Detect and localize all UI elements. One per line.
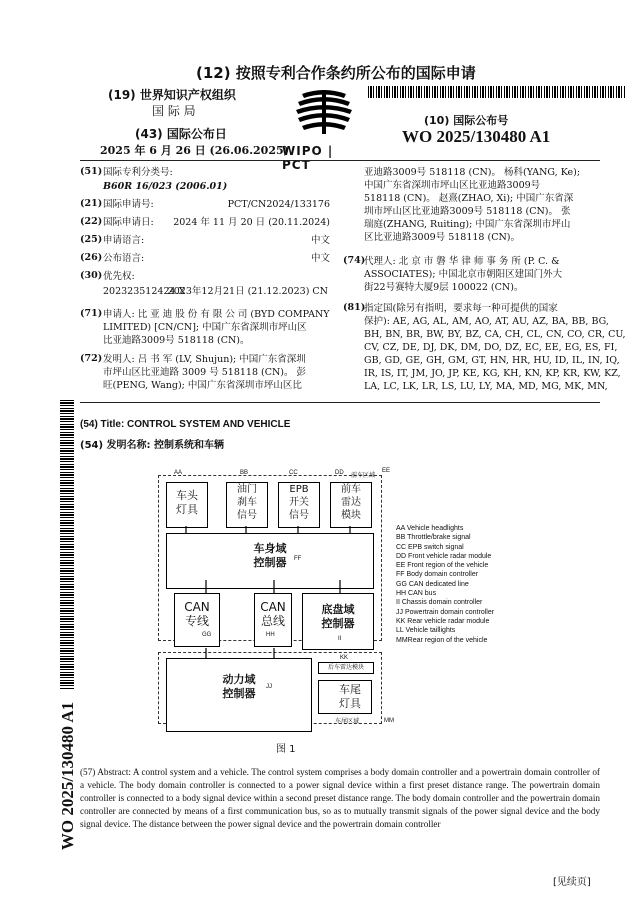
legend-entry: AA Vehicle headlights [396, 525, 464, 532]
pub-date: 2025 年 6 月 26 日 (26.06.2025) [100, 144, 289, 157]
chassis-controller-box: 底盘域 控制器 [302, 593, 374, 650]
legend-entry: DD Front vehicle radar module [396, 552, 492, 560]
applicant-line: LIMITED) [CN/CN]; 中国广东省深圳市坪山区 [103, 322, 307, 333]
inventor-cont: 瑞庭(ZHANG, Ruiting); 中国广东省深圳市坪山 [364, 219, 571, 230]
field-num: (22) [80, 216, 103, 227]
field-num: (26) [80, 252, 103, 263]
label-kk: KK [340, 655, 349, 661]
field-label: 申请语言: [103, 235, 145, 246]
front-region-label: 前车区域 [351, 473, 376, 479]
publication-number: WO 2025/130480 A1 [402, 127, 551, 146]
legend-entry: EE Front region of the vehicle [396, 562, 489, 570]
inventor-cont: 亚迪路3009号 518118 (CN)。 杨科(YANG, Ke); [364, 167, 581, 178]
legend-entry: JJ Powertrain domain controller [396, 608, 495, 616]
field-label: 优先权: [103, 271, 135, 282]
continued-marker: [见续页] [553, 877, 591, 888]
designated-line: LA, LC, LK, LR, LS, LU, LY, MA, MD, MG, MK, MN, [364, 381, 608, 392]
label-gg: GG [202, 632, 212, 638]
document-title: (12) 按照专利合作条约所公布的国际申请 [196, 64, 476, 82]
inventor-line: 市坪山区比亚迪路 3009 号 518118 (CN)。 彭 [103, 367, 307, 378]
label-bb: BB [240, 470, 249, 476]
label-jj: JJ [266, 684, 272, 690]
legend-entry: FF Body domain controller [396, 571, 479, 579]
label-ff: FF [294, 556, 302, 562]
designated-line: GB, GD, GE, GH, GM, GT, HN, HR, HU, ID, IL, IN, IQ, [364, 355, 620, 366]
pub-no-label: (10) 国际公布号 [424, 114, 509, 127]
field-value: 中文 [310, 235, 330, 246]
legend-entry: MMRear region of the vehicle [396, 636, 488, 644]
legend-entry: II Chassis domain controller [396, 599, 483, 607]
agent-line: 代理人: 北 京 市 磐 华 律 师 事 务 所 (P. C. & [364, 256, 560, 267]
title-en: (54) Title: CONTROL SYSTEM AND VEHICLE [80, 419, 291, 430]
label-hh: HH [266, 632, 275, 638]
barcode [368, 86, 626, 98]
field-value: 2024 年 11 月 20 日 (20.11.2024) [173, 217, 330, 228]
field-num: (25) [80, 234, 103, 245]
body-controller-box: 车身域 控制器 [166, 533, 374, 589]
label-cc: CC [289, 470, 298, 476]
field-value: PCT/CN2024/133176 [227, 199, 330, 210]
field-label: 国际专利分类号: [103, 167, 173, 178]
abstract: (57) Abstract: A control system and a vehicle. The control system comprises a body domain controller and a powertrain domain controller of a vehicle. The body domain controller is connected to a power signal device within a first preset distance range. The powertrain domain controller is connected to a body signal device within a second preset distance range. The body domain controller and the powertrain domain controller are connected by means of a first communication bus, so as to mutually transmit signals of the power signal device and the body signal device. The distance between the power signal device and the powertrain domain controller [80, 767, 600, 829]
designated-line: 保护): AE, AG, AL, AM, AO, AT, AU, AZ, BA, BB, BG, [364, 316, 609, 327]
label-mm: MM [384, 718, 394, 724]
rear-radar-box: 后车雷达模块 [318, 662, 374, 674]
can-bus-box: CAN 总线 [254, 593, 292, 647]
legend-entry: CC EPB switch signal [396, 543, 464, 551]
field-num: (51) [80, 166, 103, 177]
org-bureau: 国 际 局 [152, 104, 196, 118]
legend-entry: KK Rear vehicle radar module [396, 617, 490, 625]
taillight-box: 车尾 灯具 [318, 680, 372, 714]
inventor-cont: 圳市坪山区比亚迪路3009号 518118 (CN)。 张 [364, 206, 571, 217]
agent-num: (74) [343, 255, 366, 266]
pub-date-label: (43) 国际公布日 [135, 127, 227, 141]
figure-legend [396, 524, 494, 645]
field-num: (21) [80, 198, 103, 209]
inventor-cont: 区比亚迪路3009号 518118 (CN)。 [364, 232, 520, 243]
field-value: 中文 [310, 253, 330, 264]
figure-caption: 图 1 [276, 744, 296, 755]
field-num: (30) [80, 270, 103, 281]
legend-entry: BB Throttle/brake signal [396, 534, 471, 542]
label-dd: DD [335, 470, 344, 476]
designated-line: IR, IS, IT, JM, JO, JP, KE, KG, KH, KN, KP, KR, KW, KZ, [364, 368, 621, 379]
agent-line: ASSOCIATES); 中国北京市朝阳区建国门外大 [364, 269, 563, 280]
inventor-num: (72) [80, 353, 103, 364]
inventor-cont: 中国广东省深圳市坪山区比亚迪路3009号 [364, 180, 541, 191]
designated-line: BH, BN, BR, BW, BY, BZ, CA, CH, CL, CN, CO, CR, CU, [364, 329, 626, 340]
agent-line: 街22号赛特大厦9层 100022 (CN)。 [364, 282, 524, 293]
designated-line: CV, CZ, DE, DJ, DK, DM, DO, DZ, EC, EE, EG, ES, FI, [364, 342, 618, 353]
legend-entry: HH CAN bus [396, 590, 437, 598]
side-publication-number: WO 2025/130480 A1 [58, 701, 77, 851]
side-barcode [60, 400, 74, 690]
applicant-num: (71) [80, 308, 103, 319]
throttle-box: 油门 刹车 信号 [226, 482, 268, 528]
headlight-box: 车头 灯具 [166, 482, 208, 528]
field-label: 公布语言: [103, 253, 145, 264]
epb-box: EPB 开关 信号 [278, 482, 320, 528]
field-value: 2023年12月21日 (21.12.2023) CN [167, 286, 328, 297]
title-cn: (54) 发明名称: 控制系统和车辆 [80, 440, 225, 451]
inventor-line: 发明人: 吕 书 军 (LV, Shujun); 中国广东省深圳 [103, 354, 306, 365]
legend-entry: LL Vehicle taillights [396, 627, 456, 635]
label-ii: II [338, 636, 342, 642]
field-label: 国际申请号: [103, 199, 154, 210]
wipo-logo-text: WIPO | PCT [282, 144, 334, 172]
can-line-box: CAN 专线 [174, 593, 220, 647]
field-label: B60R 16/023 (2006.01) [103, 181, 228, 192]
field-label: 202323512424.X [103, 286, 186, 297]
inventor-cont: 518118 (CN)。 赵熹(ZHAO, Xi); 中国广东省深 [364, 193, 574, 204]
label-aa: AA [174, 470, 183, 476]
label-ee: EE [382, 468, 391, 474]
applicant-line: 申请人: 比 亚 迪 股 份 有 限 公 司 (BYD COMPANY [103, 309, 330, 320]
rear-region-label: 车尾区域 [335, 719, 360, 725]
power-controller-box: 动力域 控制器 [166, 658, 312, 732]
designated-num: (81) [343, 302, 366, 313]
wipo-logo [282, 88, 366, 172]
inventor-line: 旺(PENG, Wang); 中国广东省深圳市坪山区比 [103, 380, 302, 391]
field-label: 国际申请日: [103, 217, 154, 228]
front-radar-box: 前车 雷达 模块 [330, 482, 372, 528]
legend-entry: GG CAN dedicated line [396, 580, 469, 588]
applicant-line: 比亚迪路3009号 518118 (CN)。 [103, 335, 250, 346]
org-name: (19) 世界知识产权组织 [108, 88, 236, 102]
designated-line: 指定国(除另有指明，要求每一种可提供的国家 [364, 303, 558, 314]
